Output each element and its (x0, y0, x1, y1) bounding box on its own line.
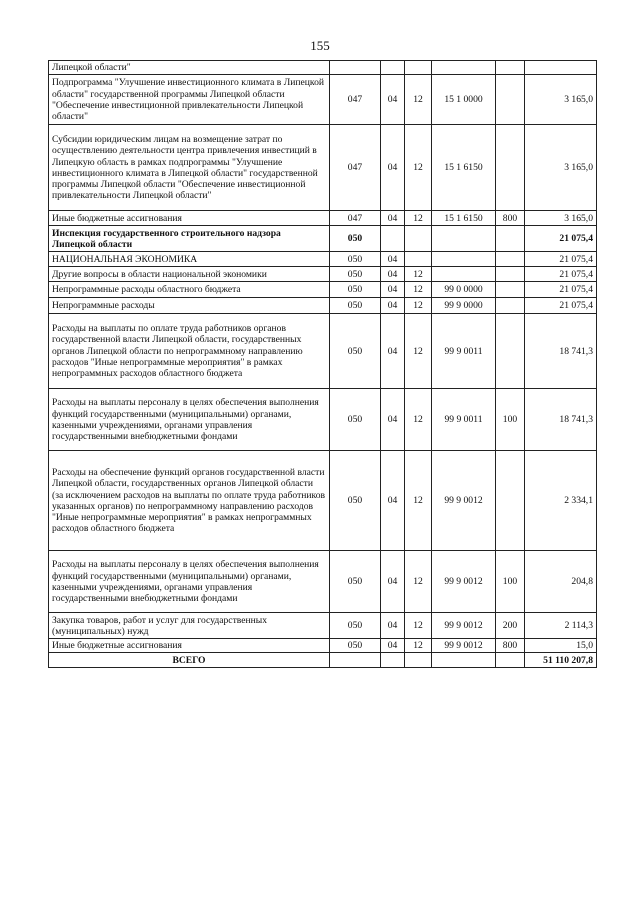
expense-type-cell: 800 (496, 639, 525, 653)
amount-cell: 21 075,4 (525, 298, 597, 314)
section-code-cell: 04 (381, 267, 405, 282)
total-label: ВСЕГО (49, 653, 330, 668)
target-item-cell: 99 9 0000 (432, 298, 496, 314)
subsection-code-cell: 12 (405, 125, 432, 211)
subsection-code-cell: 12 (405, 298, 432, 314)
row-name-cell: Липецкой области" (49, 61, 330, 75)
target-item-cell: 99 9 0011 (432, 314, 496, 389)
table-row (49, 252, 597, 267)
table-row (49, 226, 597, 252)
section-code-cell: 04 (381, 639, 405, 653)
row-name-cell: Расходы на выплаты по оплате труда работников органов государственной власти Липецкой области, государственных органов Липецкой области по непрограммному направлению расходов "Иные непрограммные мероприятия" в рамках непрограммных расходов областного бюджета (49, 314, 330, 389)
subsection-code-cell: 12 (405, 639, 432, 653)
target-item-cell (432, 61, 496, 75)
amount-cell: 204,8 (525, 551, 597, 613)
expense-type-cell: 100 (496, 389, 525, 451)
expense-type-cell (496, 298, 525, 314)
target-item-cell (432, 267, 496, 282)
subsection-code-cell: 12 (405, 389, 432, 451)
amount-cell: 3 165,0 (525, 125, 597, 211)
subsection-code-cell: 12 (405, 282, 432, 298)
row-name-cell: Непрограммные расходы (49, 298, 330, 314)
table-row (49, 451, 597, 551)
row-name-cell: Расходы на выплаты персоналу в целях обеспечения выполнения функций государственными (муниципальными) органами, казенными учреждениями, органами управления государственными внебюджетными фондами (49, 551, 330, 613)
table-row (49, 314, 597, 389)
total-empty-cell (381, 653, 405, 668)
expense-type-cell (496, 252, 525, 267)
ministry-code-cell: 050 (330, 639, 381, 653)
table-row (49, 639, 597, 653)
total-amount: 51 110 207,8 (525, 653, 597, 668)
expense-type-cell (496, 226, 525, 252)
row-name-cell: Закупка товаров, работ и услуг для государственных (муниципальных) нужд (49, 613, 330, 639)
target-item-cell: 15 1 6150 (432, 211, 496, 226)
table-row (49, 125, 597, 211)
row-name-cell: Субсидии юридическим лицам на возмещение затрат по осуществлению деятельности центра привлечения инвестиций в Липецкую область в рамках подпрограммы "Улучшение инвестиционного климата в Липецкой области" государственной программы Липецкой области "Обеспечение инвестиционной привлекательности Липецкой области" (49, 125, 330, 211)
section-code-cell: 04 (381, 613, 405, 639)
total-empty-cell (405, 653, 432, 668)
section-code-cell: 04 (381, 282, 405, 298)
target-item-cell: 99 9 0012 (432, 551, 496, 613)
ministry-code-cell: 050 (330, 314, 381, 389)
section-code-cell: 04 (381, 75, 405, 125)
subsection-code-cell: 12 (405, 267, 432, 282)
target-item-cell (432, 226, 496, 252)
expense-type-cell (496, 75, 525, 125)
ministry-code-cell: 050 (330, 267, 381, 282)
expense-type-cell (496, 125, 525, 211)
total-empty-cell (330, 653, 381, 668)
expense-type-cell: 200 (496, 613, 525, 639)
amount-cell: 21 075,4 (525, 252, 597, 267)
ministry-code-cell: 050 (330, 551, 381, 613)
target-item-cell: 99 9 0011 (432, 389, 496, 451)
section-code-cell: 04 (381, 314, 405, 389)
section-code-cell: 04 (381, 551, 405, 613)
row-name-cell: Другие вопросы в области национальной экономики (49, 267, 330, 282)
expense-type-cell (496, 267, 525, 282)
expense-type-cell: 100 (496, 551, 525, 613)
amount-cell: 15,0 (525, 639, 597, 653)
ministry-code-cell: 050 (330, 252, 381, 267)
amount-cell: 18 741,3 (525, 314, 597, 389)
expense-type-cell (496, 61, 525, 75)
table-row (49, 61, 597, 75)
table-row (49, 298, 597, 314)
amount-cell: 2 114,3 (525, 613, 597, 639)
section-code-cell (381, 226, 405, 252)
amount-cell: 21 075,4 (525, 226, 597, 252)
amount-cell: 3 165,0 (525, 75, 597, 125)
row-name-cell: НАЦИОНАЛЬНАЯ ЭКОНОМИКА (49, 252, 330, 267)
total-row (49, 653, 597, 668)
subsection-code-cell: 12 (405, 451, 432, 551)
ministry-code-cell: 047 (330, 75, 381, 125)
amount-cell: 18 741,3 (525, 389, 597, 451)
ministry-code-cell: 050 (330, 451, 381, 551)
expense-type-cell (496, 451, 525, 551)
row-name-cell: Подпрограмма "Улучшение инвестиционного климата в Липецкой области" государственной программы Липецкой области "Обеспечение инвестиционной привлекательности Липецкой области" (49, 75, 330, 125)
row-name-cell: Иные бюджетные ассигнования (49, 211, 330, 226)
ministry-code-cell: 050 (330, 613, 381, 639)
target-item-cell: 15 1 0000 (432, 75, 496, 125)
table-row (49, 613, 597, 639)
target-item-cell: 99 0 0000 (432, 282, 496, 298)
ministry-code-cell: 050 (330, 298, 381, 314)
subsection-code-cell: 12 (405, 75, 432, 125)
section-code-cell: 04 (381, 389, 405, 451)
target-item-cell: 15 1 6150 (432, 125, 496, 211)
expense-type-cell (496, 314, 525, 389)
table-row (49, 551, 597, 613)
subsection-code-cell (405, 226, 432, 252)
amount-cell: 2 334,1 (525, 451, 597, 551)
section-code-cell: 04 (381, 211, 405, 226)
subsection-code-cell: 12 (405, 613, 432, 639)
ministry-code-cell: 050 (330, 282, 381, 298)
table-row (49, 75, 597, 125)
ministry-code-cell: 050 (330, 226, 381, 252)
section-code-cell: 04 (381, 125, 405, 211)
row-name-cell: Иные бюджетные ассигнования (49, 639, 330, 653)
table-row (49, 267, 597, 282)
table-row (49, 282, 597, 298)
expense-type-cell (496, 282, 525, 298)
amount-cell: 21 075,4 (525, 282, 597, 298)
section-code-cell: 04 (381, 252, 405, 267)
table-body (49, 61, 597, 653)
page-number: 155 (310, 38, 330, 53)
row-name-cell: Непрограммные расходы областного бюджета (49, 282, 330, 298)
ministry-code-cell (330, 61, 381, 75)
total-empty-cell (496, 653, 525, 668)
expense-type-cell: 800 (496, 211, 525, 226)
amount-cell: 3 165,0 (525, 211, 597, 226)
row-name-cell: Расходы на выплаты персоналу в целях обеспечения выполнения функций государственными (муниципальными) органами, казенными учреждениями, органами управления государственными внебюджетными фондами (49, 389, 330, 451)
target-item-cell: 99 9 0012 (432, 451, 496, 551)
section-code-cell (381, 61, 405, 75)
total-empty-cell (432, 653, 496, 668)
row-name-cell: Инспекция государственного строительного надзора Липецкой области (49, 226, 330, 252)
ministry-code-cell: 047 (330, 211, 381, 226)
subsection-code-cell: 12 (405, 551, 432, 613)
table-row (49, 211, 597, 226)
section-code-cell: 04 (381, 298, 405, 314)
section-code-cell: 04 (381, 451, 405, 551)
target-item-cell (432, 252, 496, 267)
subsection-code-cell: 12 (405, 211, 432, 226)
table-row (49, 389, 597, 451)
target-item-cell: 99 9 0012 (432, 639, 496, 653)
subsection-code-cell (405, 252, 432, 267)
amount-cell: 21 075,4 (525, 267, 597, 282)
subsection-code-cell: 12 (405, 314, 432, 389)
ministry-code-cell: 050 (330, 389, 381, 451)
ministry-code-cell: 047 (330, 125, 381, 211)
budget-table (48, 60, 597, 668)
subsection-code-cell (405, 61, 432, 75)
amount-cell (525, 61, 597, 75)
row-name-cell: Расходы на обеспечение функций органов государственной власти Липецкой области, государственных органов Липецкой области (за исключением расходов на выплаты по оплате труда работников указанных органов) по непрограммному направлению расходов "Иные непрограммные мероприятия" в рамках непрограммных расходов областного бюджета (49, 451, 330, 551)
target-item-cell: 99 9 0012 (432, 613, 496, 639)
